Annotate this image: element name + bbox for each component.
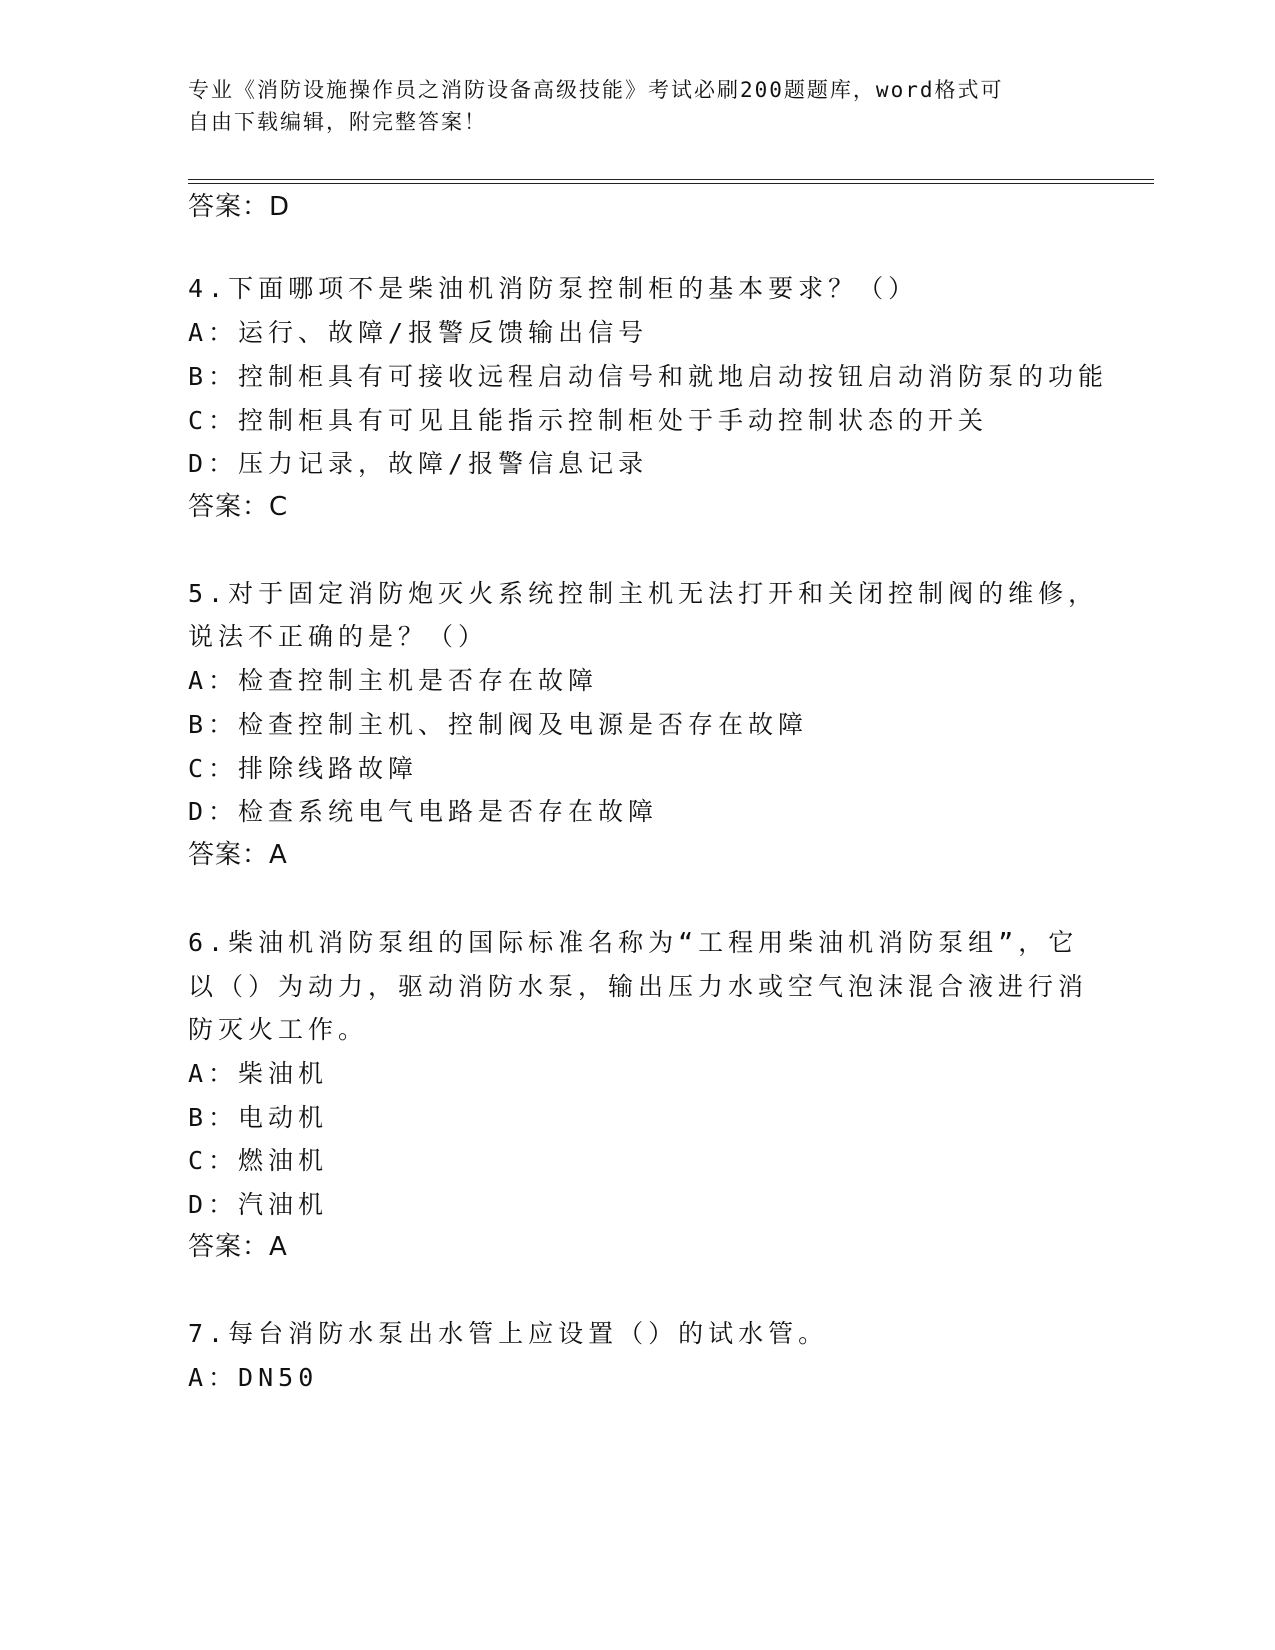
- question-5-option-d: D：检查系统电气电路是否存在故障: [188, 797, 659, 826]
- header-divider-bottom: [188, 183, 1154, 184]
- question-6-answer: 答案：A: [188, 1232, 288, 1262]
- question-4-option-c: C：控制柜具有可见且能指示控制柜处于手动控制状态的开关: [188, 406, 989, 435]
- question-6-stem-line-1: 6.柴油机消防泵组的国际标准名称为“工程用柴油机消防泵组”，它: [188, 928, 1079, 957]
- header-divider-top: [188, 179, 1154, 180]
- question-6-option-b: B：电动机: [188, 1103, 329, 1132]
- question-4-option-d: D：压力记录，故障/报警信息记录: [188, 449, 649, 478]
- title-line-2: 自由下载编辑，附完整答案！: [188, 110, 487, 134]
- question-6-stem-line-2: 以（）为动力，驱动消防水泵，输出压力水或空气泡沫混合液进行消: [188, 972, 1089, 1001]
- question-6-option-a: A：柴油机: [188, 1059, 329, 1088]
- question-7-stem: 7.每台消防水泵出水管上应设置（）的试水管。: [188, 1319, 829, 1348]
- question-4-answer: 答案：C: [188, 492, 289, 522]
- question-5-stem-line-1: 5.对于固定消防炮灭火系统控制主机无法打开和关闭控制阀的维修，: [188, 579, 1099, 608]
- question-4-option-b: B：控制柜具有可接收远程启动信号和就地启动按钮启动消防泵的功能: [188, 362, 1109, 391]
- document-title: [188, 74, 1088, 138]
- question-5-stem-line-2: 说法不正确的是？（）: [188, 622, 489, 651]
- question-5-answer: 答案：A: [188, 840, 288, 870]
- question-5-option-a: A：检查控制主机是否存在故障: [188, 666, 599, 695]
- title-line-1: 专业《消防设施操作员之消防设备高级技能》考试必刷200题题库，word格式可: [188, 78, 1004, 102]
- question-6-option-d: D：汽油机: [188, 1190, 329, 1219]
- question-4-option-a: A：运行、故障/报警反馈输出信号: [188, 318, 649, 347]
- question-5-option-b: B：检查控制主机、控制阀及电源是否存在故障: [188, 710, 809, 739]
- question-6-option-c: C：燃油机: [188, 1146, 329, 1175]
- question-7-option-a: A：DN50: [188, 1363, 319, 1392]
- question-4-stem: 4.下面哪项不是柴油机消防泵控制柜的基本要求？（）: [188, 274, 919, 303]
- question-6-stem-line-3: 防灭火工作。: [188, 1015, 369, 1044]
- question-5-option-c: C：排除线路故障: [188, 754, 419, 783]
- answer-previous: 答案：D: [188, 192, 291, 222]
